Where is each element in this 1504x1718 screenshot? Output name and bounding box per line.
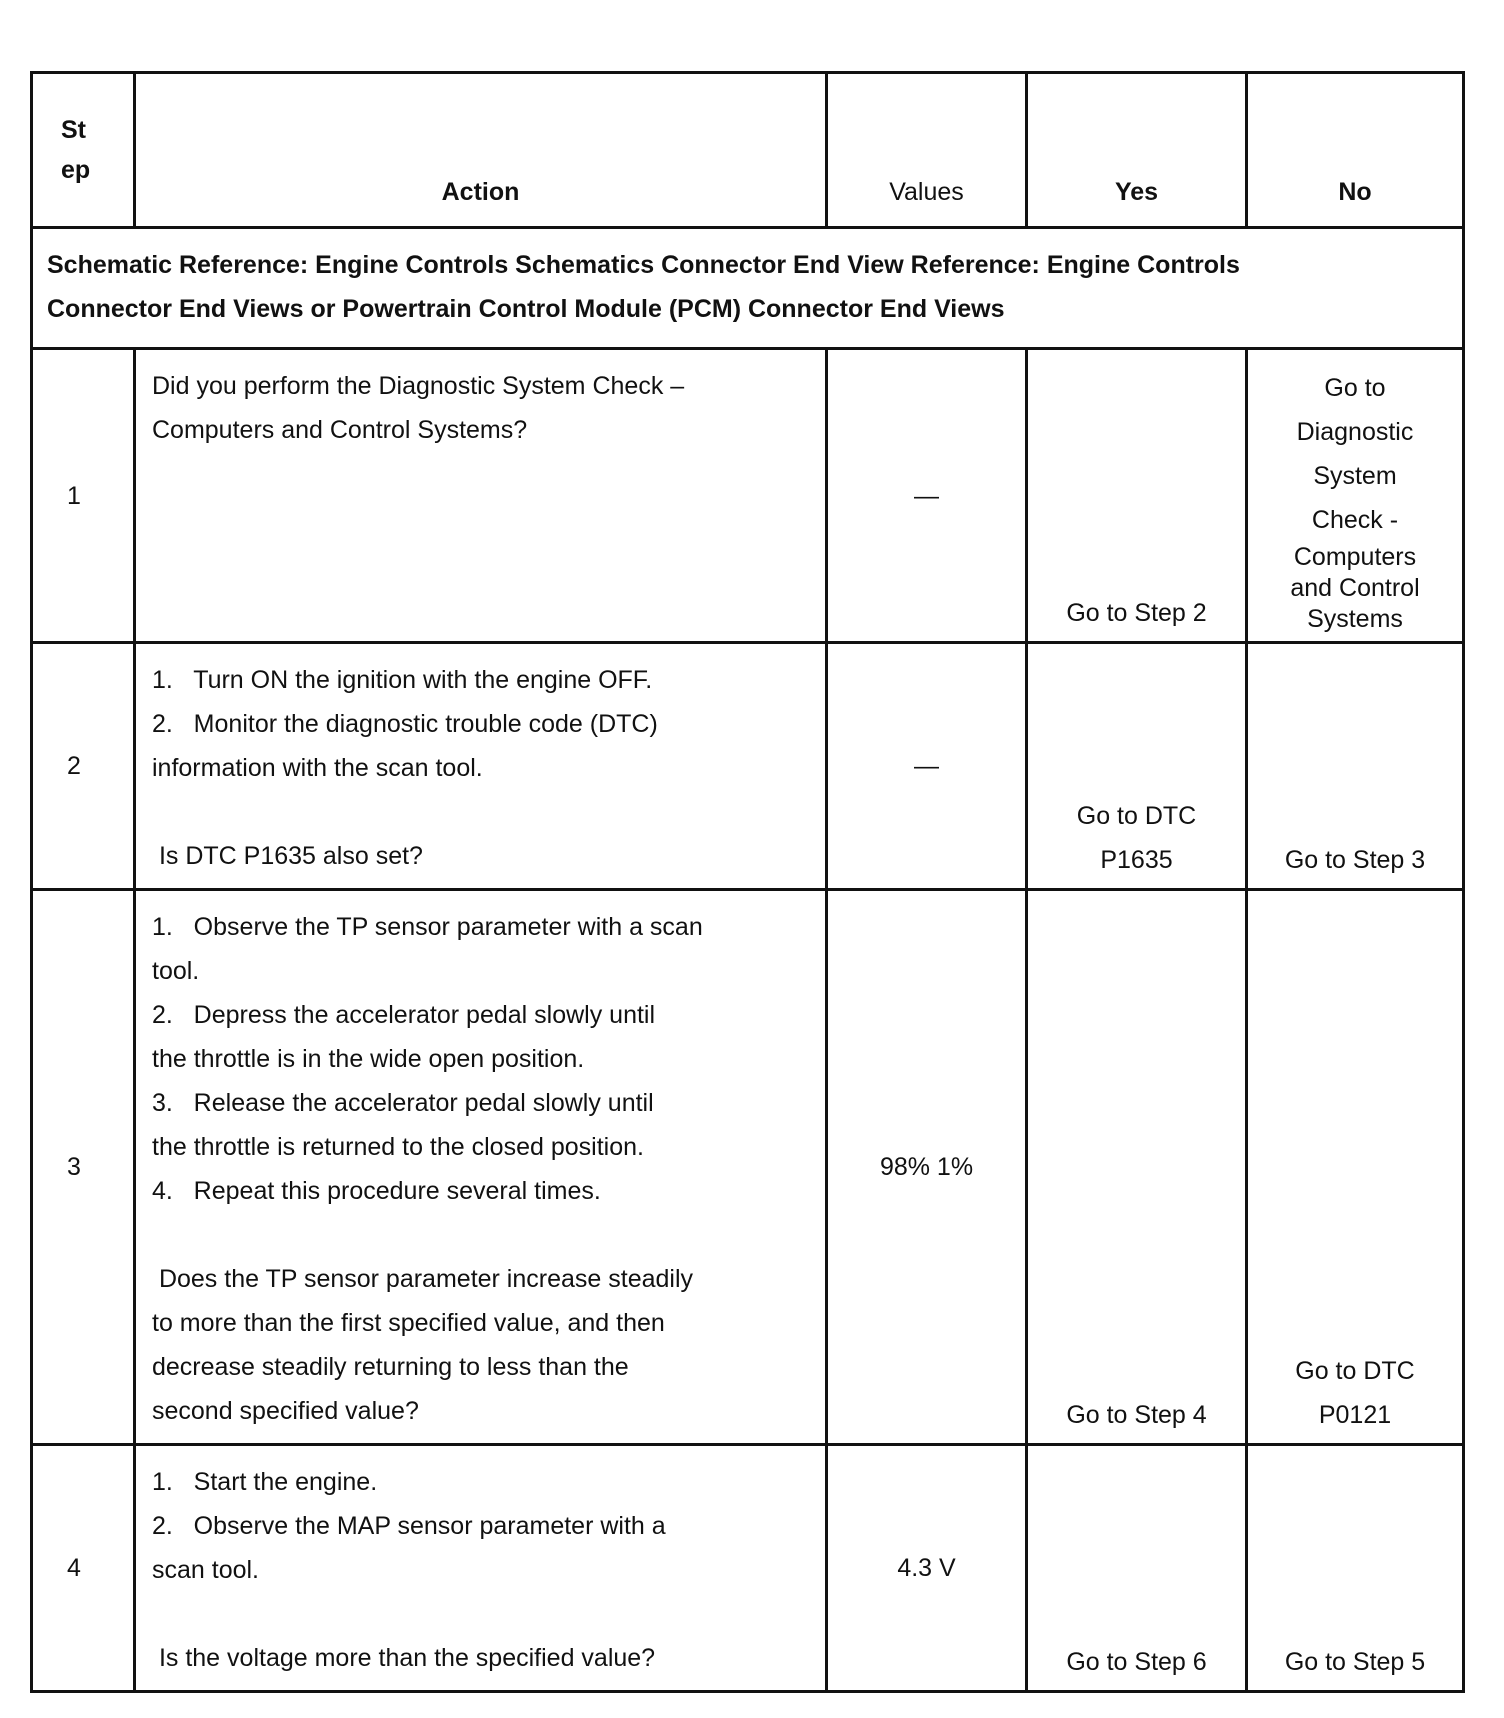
no-header: No (1247, 73, 1464, 228)
action-cell: 1. Observe the TP sensor parameter with a scan tool. 2. Depress the accelerator pedal slowly until the throttle is in the wide open position. 3. Release the accelerator pedal slowly until the throttle is returned to the closed position. 4. Repeat this procedure several times. Does the TP sensor parameter increase steadily to more than the first specified value, and then decrease steadily returning to less than the second specified value? (135, 890, 827, 1445)
no-cell: Go to DTC P0121 (1247, 890, 1464, 1445)
yes-cell: Go to Step 4 (1027, 890, 1247, 1445)
diagnostic-table (30, 71, 1465, 1693)
schematic-reference-row (32, 228, 1464, 349)
yes-cell: Go to Step 2 (1027, 349, 1247, 643)
step-number: 3 (32, 890, 135, 1445)
values-cell: 98% 1% (827, 890, 1027, 1445)
values-header: Values (827, 73, 1027, 228)
header-row (32, 73, 1464, 228)
table-row (32, 1445, 1464, 1692)
step-header: St ep (32, 73, 135, 228)
values-cell: 4.3 V (827, 1445, 1027, 1692)
action-header: Action (135, 73, 827, 228)
yes-header: Yes (1027, 73, 1247, 228)
step-number: 1 (32, 349, 135, 643)
no-cell: Go to Diagnostic System Check - Computers and Control Systems (1247, 349, 1464, 643)
yes-cell: Go to Step 6 (1027, 1445, 1247, 1692)
no-cell: Go to Step 3 (1247, 643, 1464, 890)
values-cell: — (827, 643, 1027, 890)
action-cell: 1. Start the engine. 2. Observe the MAP sensor parameter with a scan tool. Is the voltage more than the specified value? (135, 1445, 827, 1692)
table-row (32, 349, 1464, 643)
action-cell: 1. Turn ON the ignition with the engine OFF. 2. Monitor the diagnostic trouble code (DTC) information with the scan tool. Is DTC P1635 also set? (135, 643, 827, 890)
schematic-reference: Schematic Reference: Engine Controls Schematics Connector End View Reference: Engine Controls Connector End Views or Powertrain Control Module (PCM) Connector End Views (32, 228, 1464, 349)
step-number: 2 (32, 643, 135, 890)
table-row (32, 643, 1464, 890)
action-cell: Did you perform the Diagnostic System Check – Computers and Control Systems? (135, 349, 827, 643)
step-number: 4 (32, 1445, 135, 1692)
no-cell: Go to Step 5 (1247, 1445, 1464, 1692)
values-cell: — (827, 349, 1027, 643)
table-row (32, 890, 1464, 1445)
yes-cell: Go to DTC P1635 (1027, 643, 1247, 890)
